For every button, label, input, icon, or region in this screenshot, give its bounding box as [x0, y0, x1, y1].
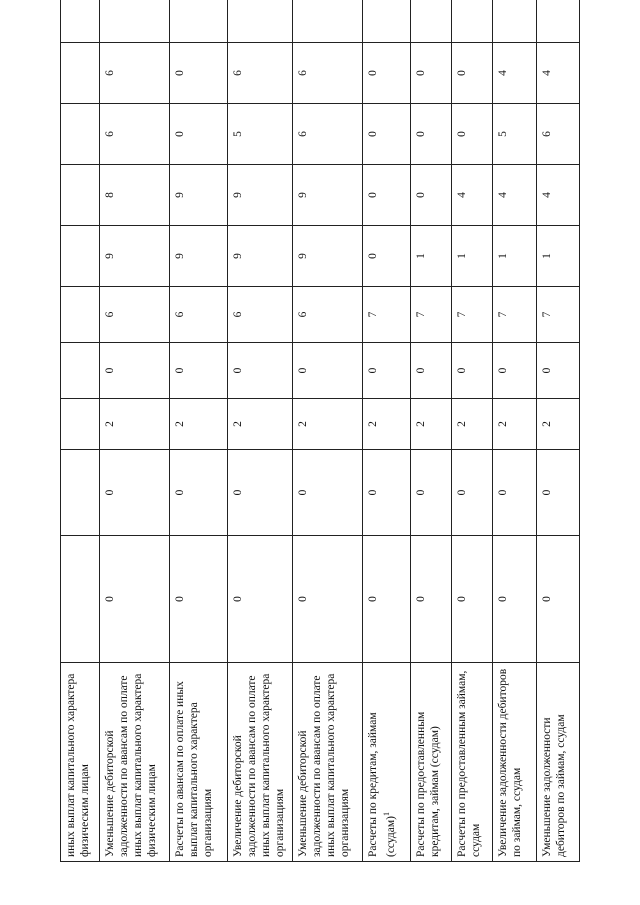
code-digit-cell: 0	[493, 343, 536, 399]
code-digit-cell: 0	[100, 343, 170, 399]
code-digit-cell: 7	[452, 287, 493, 343]
row-label: Уменьшение дебиторской задолженности по авансам по оплате иных выплат капитального характера физическим лицам	[104, 673, 159, 857]
code-digit-cell: 0	[493, 536, 536, 663]
code-digit-cell: 6	[228, 43, 293, 104]
code-digit-cell: 0	[536, 343, 579, 399]
code-digit-cell: 9	[170, 165, 228, 226]
code-digit-cell: 2	[536, 399, 579, 450]
row-label: Расчеты по кредитам, займам (ссудам)	[367, 712, 398, 857]
code-digit-cell: 0	[100, 536, 170, 663]
row-label: Увеличение задолженности дебиторов по займам, ссудам	[497, 668, 524, 857]
code-digit-cell: 0	[363, 226, 410, 287]
code-digit-cell: 0	[410, 536, 451, 663]
code-digit-cell: 2	[410, 399, 451, 450]
row-label: Расчеты по авансам по оплате иных выплат капитального характера организациям	[174, 681, 215, 857]
code-digit-cell: 6	[100, 43, 170, 104]
code-digit-cell: 4	[536, 43, 579, 104]
code-digit-cell	[493, 0, 536, 43]
code-digit-cell: 2	[170, 399, 228, 450]
row-label-cell	[228, 663, 293, 862]
code-digit-cell	[61, 399, 100, 450]
row-label-cell	[170, 663, 228, 862]
code-digit-cell: 6	[100, 287, 170, 343]
code-digit-cell: 7	[493, 287, 536, 343]
code-digit-cell: 2	[493, 399, 536, 450]
code-digit-cell: 0	[410, 450, 451, 536]
code-digit-cell	[536, 0, 579, 43]
code-digit-cell: 0	[536, 536, 579, 663]
code-digit-cell: 0	[536, 450, 579, 536]
row-label: Уменьшение дебиторской задолженности по авансам по оплате иных выплат капитального характера организациям	[297, 673, 352, 857]
code-digit-cell: 0	[410, 104, 451, 165]
row-label-cell	[363, 663, 410, 862]
row-label-cell	[493, 663, 536, 862]
row-label-cell	[61, 663, 100, 862]
code-digit-cell: 0	[363, 536, 410, 663]
code-digit-cell: 0	[410, 165, 451, 226]
code-digit-cell: 6	[293, 287, 363, 343]
code-digit-cell: 4	[536, 165, 579, 226]
table-row	[293, 0, 363, 862]
code-digit-cell: 0	[293, 536, 363, 663]
code-digit-cell: 0	[228, 536, 293, 663]
row-label: Расчеты по предоставленным кредитам, займам (ссудам)	[414, 711, 441, 857]
code-digit-cell: 0	[363, 165, 410, 226]
code-digit-cell: 0	[410, 343, 451, 399]
code-digit-cell: 2	[452, 399, 493, 450]
code-digit-cell: 0	[363, 450, 410, 536]
code-digit-cell: 0	[228, 343, 293, 399]
code-digit-cell: 2	[228, 399, 293, 450]
code-digit-cell	[61, 450, 100, 536]
code-digit-cell: 6	[170, 287, 228, 343]
code-digit-cell: 9	[293, 226, 363, 287]
row-label-cell	[293, 663, 363, 862]
table-row	[100, 0, 170, 862]
code-digit-cell	[410, 0, 451, 43]
code-digit-cell: 7	[363, 287, 410, 343]
code-digit-cell: 6	[228, 287, 293, 343]
code-digit-cell	[452, 0, 493, 43]
table-row	[536, 0, 579, 862]
code-digit-cell	[293, 0, 363, 43]
code-digit-cell: 4	[493, 43, 536, 104]
row-label: Расчеты по предоставленным займам, ссудам	[456, 670, 483, 857]
row-label: иных выплат капитального характера физическим лицам	[65, 673, 91, 857]
code-digit-cell	[61, 43, 100, 104]
code-digit-cell: 1	[493, 226, 536, 287]
code-digit-cell: 0	[452, 43, 493, 104]
code-digit-cell: 0	[293, 450, 363, 536]
code-digit-cell	[228, 0, 293, 43]
footnote-marker: 1	[382, 812, 392, 817]
row-label: Увеличение дебиторской задолженности по авансам по оплате иных выплат капитального характера организациям	[232, 673, 287, 857]
code-digit-cell	[61, 343, 100, 399]
code-digit-cell: 6	[536, 104, 579, 165]
row-label-cell	[100, 663, 170, 862]
accounts-table	[60, 0, 580, 862]
code-digit-cell	[100, 0, 170, 43]
code-digit-cell: 5	[493, 104, 536, 165]
code-digit-cell: 2	[100, 399, 170, 450]
code-digit-cell: 0	[363, 104, 410, 165]
code-digit-cell: 9	[293, 165, 363, 226]
code-digit-cell: 0	[493, 450, 536, 536]
code-digit-cell: 0	[170, 43, 228, 104]
code-digit-cell: 6	[100, 104, 170, 165]
table-row	[170, 0, 228, 862]
row-label-cell	[410, 663, 451, 862]
code-digit-cell: 0	[363, 343, 410, 399]
code-digit-cell: 4	[493, 165, 536, 226]
code-digit-cell	[61, 536, 100, 663]
row-label-cell	[452, 663, 493, 862]
table-row	[363, 0, 410, 862]
code-digit-cell: 9	[170, 226, 228, 287]
table-row	[493, 0, 536, 862]
code-digit-cell: 0	[410, 43, 451, 104]
code-digit-cell	[170, 0, 228, 43]
code-digit-cell: 0	[293, 343, 363, 399]
code-digit-cell: 4	[452, 165, 493, 226]
code-digit-cell	[61, 104, 100, 165]
code-digit-cell: 0	[228, 450, 293, 536]
code-digit-cell	[61, 165, 100, 226]
code-digit-cell: 0	[170, 343, 228, 399]
code-digit-cell: 6	[293, 43, 363, 104]
code-digit-cell: 0	[452, 536, 493, 663]
code-digit-cell: 9	[228, 226, 293, 287]
code-digit-cell: 5	[228, 104, 293, 165]
accounts-table-body	[61, 0, 580, 862]
code-digit-cell	[61, 226, 100, 287]
table-row	[452, 0, 493, 862]
code-digit-cell: 2	[363, 399, 410, 450]
code-digit-cell: 0	[363, 43, 410, 104]
code-digit-cell: 9	[228, 165, 293, 226]
code-digit-cell: 0	[170, 104, 228, 165]
code-digit-cell: 6	[293, 104, 363, 165]
table-row	[61, 0, 100, 862]
code-digit-cell: 0	[170, 536, 228, 663]
code-digit-cell: 0	[452, 450, 493, 536]
code-digit-cell: 0	[452, 104, 493, 165]
code-digit-cell: 0	[170, 450, 228, 536]
code-digit-cell: 8	[100, 165, 170, 226]
code-digit-cell: 7	[410, 287, 451, 343]
code-digit-cell: 1	[536, 226, 579, 287]
code-digit-cell	[61, 0, 100, 43]
rotated-table-container	[60, 42, 580, 862]
code-digit-cell: 1	[452, 226, 493, 287]
code-digit-cell: 9	[100, 226, 170, 287]
code-digit-cell: 2	[293, 399, 363, 450]
code-digit-cell: 0	[100, 450, 170, 536]
code-digit-cell	[363, 0, 410, 43]
code-digit-cell: 0	[452, 343, 493, 399]
code-digit-cell: 7	[536, 287, 579, 343]
table-row	[228, 0, 293, 862]
row-label: Уменьшение задолженности дебиторов по займам, ссудам	[540, 714, 567, 857]
code-digit-cell: 1	[410, 226, 451, 287]
code-digit-cell	[61, 287, 100, 343]
table-row	[410, 0, 451, 862]
row-label-cell	[536, 663, 579, 862]
